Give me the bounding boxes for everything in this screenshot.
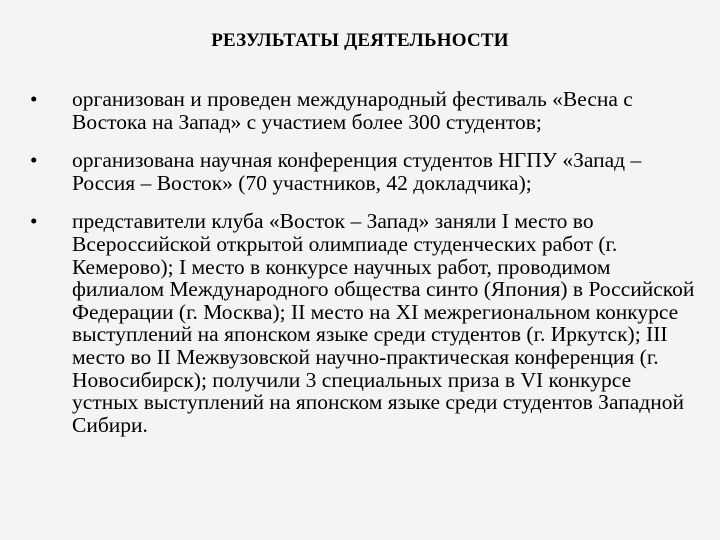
bullet-item-1 [30, 87, 696, 134]
slide-title: РЕЗУЛЬТАТЫ ДЕЯТЕЛЬНОСТИ [211, 30, 509, 51]
bullet-dot-icon: • [30, 87, 38, 111]
bullet-text-3: представители клуба «Восток – Запад» заняли I место во Всероссийской открытой олимпиаде студенческих работ (г. Кемерово); I место в конкурсе научных работ, проводимом филиалом Международного общества синто (Япония) в Российской Федерации (г. Москва); II место на XI межрегиональном конкурсе выступлений на японском языке среди студентов (г. Иркутск); III место во II Межвузовской научно-практическая конференция (г. Новосибирск); получили 3 специальных приза в VI конкурсе устных выступлений на японском языке среди студентов Западной Сибири. [72, 209, 695, 437]
bullet-dot-icon: • [30, 209, 38, 234]
bullet-item-3 [30, 209, 696, 437]
bullet-item-2 [30, 148, 696, 195]
bullet-text-1: организован и проведен международный фестиваль «Весна с Востока на Запад» с участием более 300 студентов; [72, 87, 633, 134]
bullet-text-2: организована научная конференция студентов НГПУ «Запад – Россия – Восток» (70 участников, 42 докладчика); [72, 148, 642, 195]
bullet-list [30, 87, 696, 452]
bullet-dot-icon: • [30, 148, 38, 173]
